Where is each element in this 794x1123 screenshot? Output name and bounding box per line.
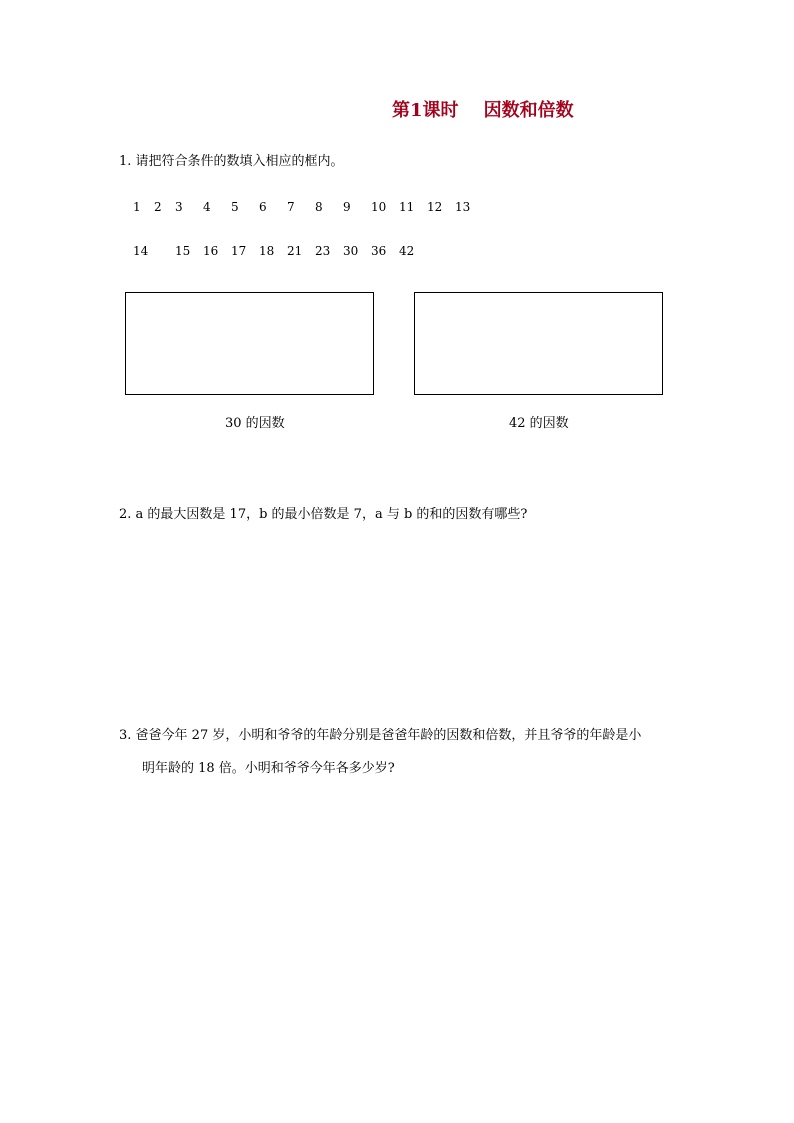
number-item: 9 — [343, 200, 351, 214]
box-caption-factors-42: 42 的因数 — [509, 416, 569, 431]
number-item: 13 — [455, 200, 471, 214]
page-title: 第1课时 因数和倍数 — [392, 100, 574, 121]
number-item: 2 — [154, 200, 162, 214]
number-item: 10 — [371, 200, 387, 214]
number-item: 15 — [175, 244, 191, 258]
number-item: 12 — [427, 200, 443, 214]
question-3-line-2: 明年龄的 18 倍。小明和爷爷今年各多少岁? — [142, 761, 395, 776]
question-2-text: 2. a 的最大因数是 17，b 的最小倍数是 7，a 与 b 的和的因数有哪些? — [119, 507, 528, 522]
number-item: 3 — [175, 200, 183, 214]
number-item: 36 — [371, 244, 387, 258]
question-1-text: 1. 请把符合条件的数填入相应的框内。 — [119, 154, 344, 169]
number-item: 21 — [287, 244, 303, 258]
number-item: 11 — [399, 200, 415, 214]
answer-box-factors-42[interactable] — [414, 292, 663, 395]
number-item: 8 — [315, 200, 323, 214]
number-item: 4 — [203, 200, 211, 214]
number-item: 42 — [399, 244, 415, 258]
number-item: 5 — [231, 200, 239, 214]
number-item: 16 — [203, 244, 219, 258]
number-item: 7 — [287, 200, 295, 214]
number-item: 30 — [343, 244, 359, 258]
number-item: 14 — [133, 244, 149, 258]
box-caption-factors-30: 30 的因数 — [225, 416, 285, 431]
question-3-line-1: 3. 爸爸今年 27 岁，小明和爷爷的年龄分别是爸爸年龄的因数和倍数，并且爷爷的年龄是小 — [119, 728, 642, 743]
answer-box-factors-30[interactable] — [125, 292, 374, 395]
number-item: 6 — [259, 200, 267, 214]
number-item: 1 — [133, 200, 141, 214]
number-item: 17 — [231, 244, 247, 258]
number-item: 23 — [315, 244, 331, 258]
number-item: 18 — [259, 244, 275, 258]
